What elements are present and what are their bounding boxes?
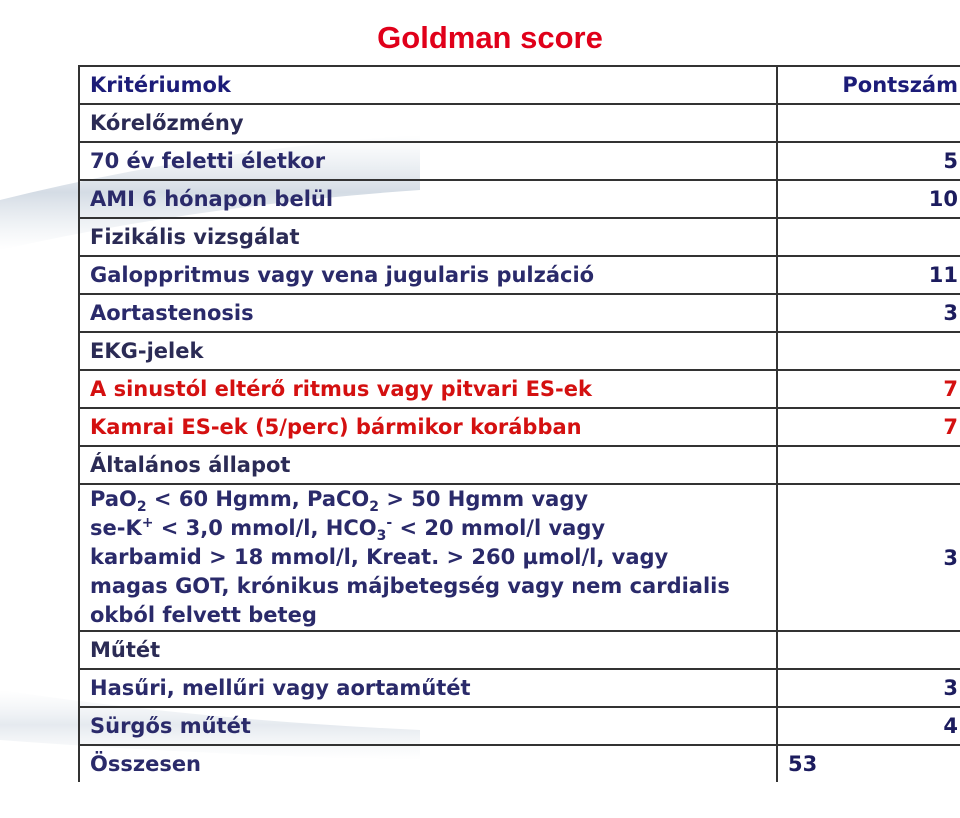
section-row bbox=[79, 332, 960, 370]
section-physical: Fizikális vizsgálat bbox=[79, 218, 777, 256]
row-label-gallop: Galoppritmus vagy vena jugularis pulzáció bbox=[79, 256, 777, 294]
row-label-age: 70 év feletti életkor bbox=[79, 142, 777, 180]
empty-cell bbox=[777, 104, 960, 142]
section-surgery: Műtét bbox=[79, 631, 777, 669]
section-history: Kórelőzmény bbox=[79, 104, 777, 142]
row-points-general: 3 bbox=[777, 484, 960, 631]
general-line-3: karbamid > 18 mmol/l, Kreat. > 260 µmol/l, vagy bbox=[90, 545, 669, 569]
row-points-age: 5 bbox=[777, 142, 960, 180]
row-label-sinus: A sinustól eltérő ritmus vagy pitvari ES-ek bbox=[79, 370, 777, 408]
row-points-ami: 10 bbox=[777, 180, 960, 218]
table-row bbox=[79, 484, 960, 631]
table-row bbox=[79, 669, 960, 707]
row-label-aortic: Aortastenosis bbox=[79, 294, 777, 332]
section-row bbox=[79, 104, 960, 142]
table-header-row bbox=[79, 66, 960, 104]
table-row bbox=[79, 180, 960, 218]
general-line-4: magas GOT, krónikus májbetegség vagy nem cardialis bbox=[90, 574, 730, 598]
row-points-ves: 7 bbox=[777, 408, 960, 446]
section-row bbox=[79, 446, 960, 484]
page-title: Goldman score bbox=[377, 20, 603, 55]
row-label-abdominal: Hasűri, mellűri vagy aortaműtét bbox=[79, 669, 777, 707]
table-row bbox=[79, 370, 960, 408]
total-label: Összesen bbox=[79, 745, 777, 782]
table-row bbox=[79, 142, 960, 180]
total-points: 53 bbox=[777, 745, 960, 782]
empty-cell bbox=[777, 218, 960, 256]
section-row bbox=[79, 218, 960, 256]
row-points-gallop: 11 bbox=[777, 256, 960, 294]
row-points-abdominal: 3 bbox=[777, 669, 960, 707]
table-row bbox=[79, 408, 960, 446]
table-row bbox=[79, 256, 960, 294]
section-ecg: EKG-jelek bbox=[79, 332, 777, 370]
table-row bbox=[79, 707, 960, 745]
row-label-ves: Kamrai ES-ek (5/perc) bármikor korábban bbox=[79, 408, 777, 446]
row-label-general bbox=[79, 484, 777, 631]
general-line-5: okból felvett beteg bbox=[90, 603, 317, 627]
empty-cell bbox=[777, 446, 960, 484]
row-label-urgent: Sürgős műtét bbox=[79, 707, 777, 745]
row-points-aortic: 3 bbox=[777, 294, 960, 332]
goldman-score-table bbox=[78, 65, 960, 782]
table-row bbox=[79, 294, 960, 332]
section-row bbox=[79, 631, 960, 669]
row-label-ami: AMI 6 hónapon belül bbox=[79, 180, 777, 218]
points-header: Pontszám bbox=[777, 66, 960, 104]
general-line-1: PaO$_2$ < 60 Hgmm, PaCO$_2$ > 50 Hgmm vagy bbox=[90, 487, 589, 516]
empty-cell bbox=[777, 631, 960, 669]
total-row bbox=[79, 745, 960, 782]
criteria-header: Kritériumok bbox=[79, 66, 777, 104]
row-points-urgent: 4 bbox=[777, 707, 960, 745]
row-points-sinus: 7 bbox=[777, 370, 960, 408]
general-line-2: se-K+ < 3,0 mmol/l, $HCO_3^- < 20$ mmol/l vagy bbox=[90, 515, 606, 545]
empty-cell bbox=[777, 332, 960, 370]
section-general: Általános állapot bbox=[79, 446, 777, 484]
